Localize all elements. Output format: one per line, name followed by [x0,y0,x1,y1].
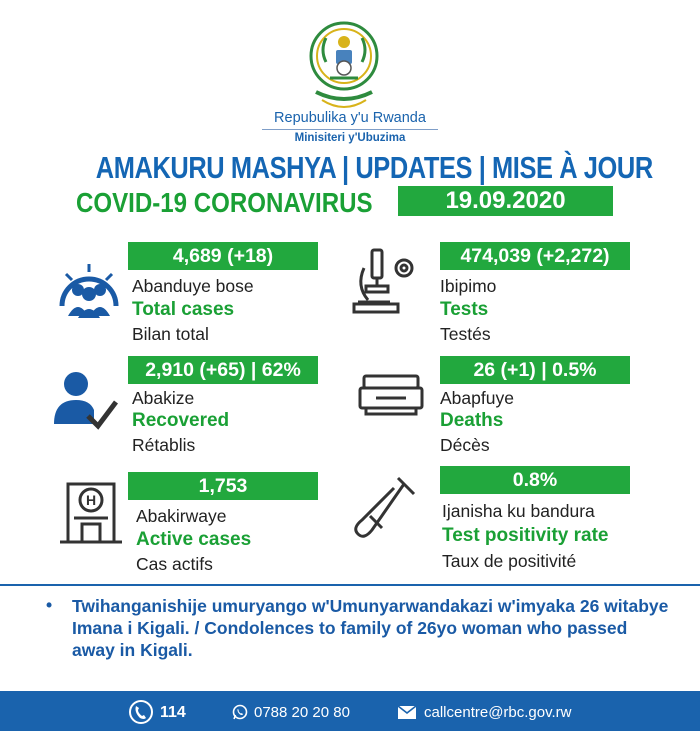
active-cases-rw: Abakirwaye [136,506,227,526]
contact-footer [0,691,700,731]
date-badge: 19.09.2020 [398,186,613,216]
hospital-icon [56,478,126,548]
positivity-en: Test positivity rate [442,525,609,546]
recovered-value: 2,910 (+65) | 62% [128,356,318,384]
total-cases-fr: Bilan total [132,324,209,344]
active-cases-fr: Cas actifs [136,554,213,574]
phone-24-icon [128,699,154,725]
positivity-fr: Taux de positivité [442,551,577,571]
email-address[interactable]: callcentre@rbc.gov.rw [424,704,572,721]
total-cases-rw: Abanduye bose [132,276,254,296]
svg-text:H: H [85,492,97,508]
recovered-fr: Rétablis [132,435,196,455]
rwanda-seal-icon [306,20,382,116]
page-subtitle: COVID-19 CORONAVIRUS [76,187,373,218]
tests-rw: Ibipimo [440,276,497,296]
whatsapp-number[interactable]: 0788 20 20 80 [254,704,350,721]
tests-en: Tests [440,299,489,320]
condolence-note: Twihanganishije umuryango w'Umunyarwandakazi w'imyaka 26 witabye Imana i Kigali. / Condolences to family of 26yo woman who passed away in Kigali. [72,596,669,660]
hotline-number[interactable]: 114 [160,704,186,721]
total-cases-en: Total cases [132,299,235,320]
email-icon [398,706,416,719]
total-cases-value: 4,689 (+18) [128,242,318,270]
republic-name: Repubulika y'u Rwanda [274,110,426,126]
tests-value: 474,039 (+2,272) [440,242,630,270]
test-tube-icon [352,474,422,544]
deaths-value: 26 (+1) | 0.5% [440,356,630,384]
whatsapp-icon [232,704,248,720]
tests-fr: Testés [440,324,491,344]
active-cases-value: 1,753 [128,472,318,500]
recovered-en: Recovered [132,410,230,431]
deaths-fr: Décès [440,435,490,455]
coffin-icon [356,370,426,420]
microscope-icon [350,246,420,316]
note-bullet: • [46,595,53,615]
positivity-value: 0.8% [440,466,630,494]
crowd-icon [54,254,124,324]
deaths-rw: Abapfuye [440,388,514,408]
recovered-rw: Abakize [132,388,195,408]
deaths-en: Deaths [440,410,504,431]
positivity-rw: Ijanisha ku bandura [442,501,595,521]
ministry-name: Minisiteri y'Ubuzima [294,132,406,144]
page-title: AMAKURU MASHYA | UPDATES | MISE À JOUR [95,150,653,185]
header-divider [262,129,438,130]
section-divider [0,584,700,586]
active-cases-en: Active cases [136,529,252,550]
person-check-icon [50,366,120,436]
